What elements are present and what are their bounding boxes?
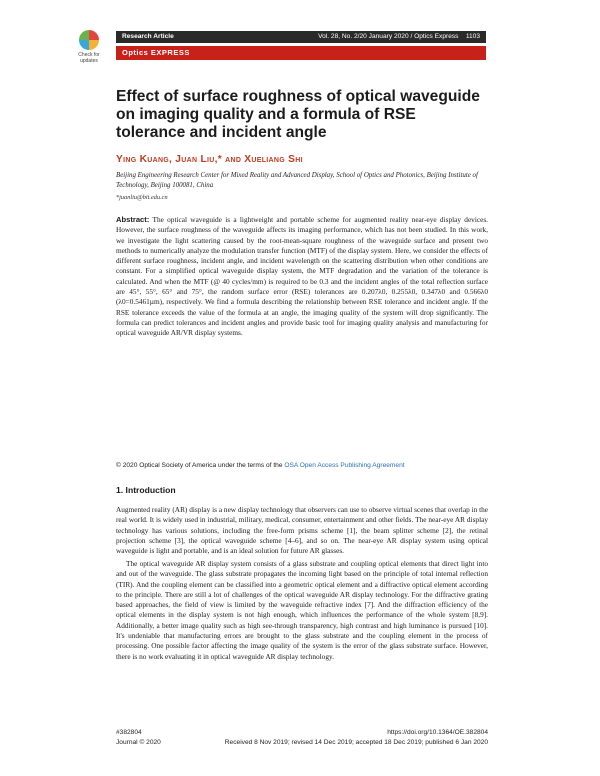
journal-copyright: Journal © 2020 bbox=[116, 738, 161, 746]
section-heading-introduction: 1. Introduction bbox=[116, 485, 176, 495]
paper-title: Effect of surface roughness of optical waveguide on imaging quality and a formula of RSE tolerance and incident angle bbox=[116, 88, 480, 141]
intro-paragraph-2: The optical waveguide AR display system consists of a glass substrate and coupling optical elements that direct light into and out of the waveguide. The glass substrate propagates the incoming light based on the principle of total internal reflection (TIR). And the coupling element can be classified into a geometric optical element and a diffractive optical element according to the principle. There are still a lot of challenges of the optical waveguide AR display technology. For the diffractive grating based approaches, the field of view is limited by the waveguide refractive index [7]. And the diffraction efficiency of the optical elements in the display system is not high enough, which influences the performance of the whole system [8,9]. Additionally, a better image quality such as high see-through transparency, high contrast and high luminance is pursued [10]. It's undeniable that manufacturing errors are brought to the glass substrate and the coupling element in the process of processing. One possible factor affecting the image quality of the system is the error of the glass substrate surface. However, there is no work evaluating it in optical waveguide AR display technology. bbox=[116, 559, 488, 661]
abstract bbox=[116, 215, 488, 339]
crossmark-label: Check for updates bbox=[78, 52, 100, 64]
affiliation: Beijing Engineering Research Center for Mixed Reality and Advanced Display, School of Optics and Photonics, Beijing Institute of Technology, Beijing 100081, China bbox=[116, 172, 478, 189]
journal-header-bar bbox=[116, 31, 486, 43]
intro-paragraph-1: Augmented reality (AR) display is a new display technology that observers can use to observe virtual scenes that overlap in the real world. It is widely used in industrial, military, medical, consumer, entertainment and other fields. The near-eye AR display technology has various solutions, including the free-form prisms scheme [1], the beam splitter scheme [2], the retinal projection scheme [3], the optical waveguide scheme [4–6], and so on. The near-eye AR display system using optical waveguide is light and portable, and is an ideal solution for future AR glasses. bbox=[116, 505, 488, 556]
crossmark-icon bbox=[79, 30, 99, 50]
page-footer bbox=[116, 728, 488, 747]
citation-line: Vol. 28, No. 2/20 January 2020 / Optics Express 1103 bbox=[318, 33, 480, 40]
copyright-text: © 2020 Optical Society of America under the terms of the bbox=[116, 462, 283, 469]
doi-link[interactable]: https://doi.org/10.1364/OE.382804 bbox=[387, 729, 488, 736]
check-for-updates-badge[interactable] bbox=[72, 30, 106, 70]
license-link[interactable]: OSA Open Access Publishing Agreement bbox=[284, 462, 405, 469]
article-id: #382804 bbox=[116, 729, 142, 736]
abstract-label: Abstract: bbox=[116, 215, 150, 224]
copyright-notice bbox=[116, 461, 488, 470]
journal-name: Optics EXPRESS bbox=[122, 48, 190, 57]
publication-dates: Received 8 Nov 2019; revised 14 Dec 2019; accepted 18 Dec 2019; published 6 Jan 2020 bbox=[224, 738, 488, 746]
article-type: Research Article bbox=[122, 33, 174, 40]
journal-brand-bar bbox=[116, 46, 486, 60]
page-number: 1103 bbox=[465, 33, 480, 40]
abstract-text: The optical waveguide is a lightweight and portable scheme for augmented reality near-eye display devices. However, the surface roughness of the waveguide affects its imaging performance, which has not been studied. In this work, we investigate the light scattering caused by the root-mean-square roughness of the waveguide surface and present two methods to numerically analyze the modulation transfer function (MTF) of the display system. Here, we consider the effects of different surface roughness, incident angle, and incident wavelength on the scattering distribution when other conditions are constant. For a simplified optical waveguide display system, the MTF degradation and the variation of the tolerance is calculated. And when the MTF (@ 40 cycles/mm) is required to be 0.3 and the incident angles of the total reflection surface are 45°, 55°, 65° and 75°, the random surface error (RSE) tolerances are 0.207λ0, 0.255λ0, 0.347λ0 and 0.566λ0 (λ0=0.5461µm), respectively. We find a formula describing the relationship between RSE tolerance and incident angle. If the RSE tolerance exceeds the value of the formula at an angle, the imaging quality of the system will drop significantly. The formula can predict tolerances and incident angles and provide basic tool for imaging quality analysis and manufacturing for optical waveguide AR/VR display systems. bbox=[116, 215, 488, 338]
author-list: Ying Kuang, Juan Liu,* and Xueliang Shi bbox=[116, 154, 303, 165]
corresponding-email[interactable]: *juanliu@bit.edu.cn bbox=[116, 194, 168, 201]
